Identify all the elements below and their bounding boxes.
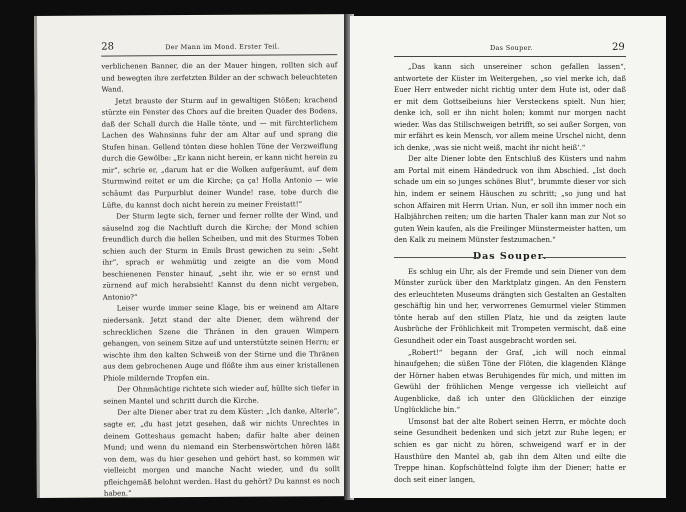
header-rule-right — [394, 56, 626, 57]
paragraph: Leiser wurde immer seine Klage, bis er weinend am Altare niedersank. Jetzt stand der alte Diener, dem während der schrecklichen Szene die Thränen in den grauen Wimpern gehangen, von seinem Sitze auf und unterstützte seinen Herrn; er wischte ihm den kalten Schweiß von der Stirne und die Thränen aus dem gebrochenen Auge und flößte ihm aus einer kristallenen Phiole mildernde Tropfen ein. — [102, 303, 340, 383]
paragraph: „Robert!“ begann der Graf, „ich will noch einmal hinaufgehen; die süßen Töne der Flöten, die klagenden Klänge der Hörner haben etwas Beruhigendes für mich, und mitten im Gewühl der fröhlichen Menge vergesse ich vielleicht auf Augenblicke, daß ich unter den Glücklichen der einzige Unglückliche bin.“ — [394, 348, 626, 415]
paragraph: „Das kann sich unsereiner schon gefallen lassen“, antwortete der Küster im Weitergehen, „so viel merke ich, daß Euer Herr entweder nicht richtig unter dem Hute ist, oder daß er mit dem Gottseibeiuns hier Versteckens spielt. Nun hier, denke ich, soll er ihn nicht holen; kommt nur morgen nacht wieder. Was das Stillschweigen betrifft, so sei außer Sorgen, von mir erfährt es kein Mensch, vor allem meine Urschel nicht, denn ich denke, ‚was sie nicht weiß, macht ihr nicht heiß‘.“ — [394, 63, 626, 152]
section-heading: Das Souper. — [394, 249, 626, 265]
paragraph: Es schlug ein Uhr, als der Fremde und sein Diener von dem Münster zurück über den Marktplatz gingen. An den Fenstern des erleuchteten Museums drängten sich Gestalten an Gestalten geschäftig hin und her, verworrenes Gemurmel vieler Stimmen tönte herab auf den stillen Platz, hie und da zeigten laute Ausbrüche der Fröhlichkeit mit Trompeten vermischt, daß eine Gesundheit oder ein Toast ausgebracht worden sei. — [394, 267, 626, 346]
paragraph: Der alte Diener lobte den Entschluß des Küsters und nahm am Portal mit einem Händedruck von ihm Abschied. „Ist doch schade um ein so junges schönes Blut“, brummte dieser vor sich hin, indem er seinem Häuschen zu schritt; „so jung und hat schon Affairen mit Herrn Urian. Nun, er soll ihn immer noch ein Halbjährchen reiten; um die harten Thaler kann man zur Not so guten Wein kaufen, als die Freilinger Münstermeister hatten, um den Kalk zu meinem Münster festzumachen.“ — [394, 155, 626, 245]
paragraph: Der Ohnmächtige richtete sich wieder auf, hüllte sich tiefer in seinen Mantel und schritt durch die Kirche. — [103, 384, 340, 406]
paragraph: Umsonst bat der alte Robert seinen Herrn, er möchte doch seine Gesundheit bedenken und sich jetzt zur Ruhe legen; er schien es gar nicht zu hören, schweigend warf er in der Hausthüre den Mantel ab, gab ihn dem Alten und eilte die Treppe hinan. Kopfschüttelnd folgte ihm der Diener; hatte er doch seit einer langen, — [394, 417, 626, 484]
page-number-left: 28 — [101, 41, 114, 53]
right-body-text — [394, 62, 626, 486]
left-page — [34, 14, 350, 498]
running-head-right: Das Souper. — [490, 44, 533, 52]
right-page — [350, 16, 666, 498]
header-rule-left — [101, 54, 337, 56]
paragraph: Jetzt brauste der Sturm auf in gewaltigen Stößen; krachend stürzte ein Fenster des Chors auf die breiten Quader des Bodens, daß der Schall durch die Halle tönte, und — mit fürchterlichem Lachen des Wahnsinns fuhr der am Altar auf und sprang die Stufen hinan. Gellend tönten diese hohlen Töne der Verzweiflung durch die Gewölbe: „Er kann nicht herein, er kann nicht herein zu mir“, schrie er, „darum hat er die Wolken aufgeräumt, auf dem Sturmwind reitet er um die Kirche; ça ça! Holla Antonio — wie schäumt das Purpurblut deiner Wunde! rase, tobe durch die Lüfte, du kannst doch nicht herein zu meiner Freistatt!“ — [101, 95, 339, 210]
paragraph: verblichenen Banner, die an der Mauer hingen, rollten sich auf und bewegten ihre zerfetzten Bilder an der schwach beleuchteten Wand. — [101, 61, 338, 94]
page-number-right: 29 — [612, 42, 625, 53]
paragraph: Der Sturm legte sich, ferner und ferner rollte der Wind, und säuselnd zog die Nachtluft durch die Kirche; der Mond schien freundlich durch die hellen Scheiben, und mit des Sturmes Toben schien auch der Sturm in Emils Brust gewichen zu sein: „Seht ihr“, sprach er wehmütig und zeigte an die vom Mond beschienenen Fenster hinauf, „seht ihr, wie er so ernst und zürnend auf mich herabsieht! Kannst du denn nicht vergeben, Antonio?“ — [102, 211, 339, 302]
left-body-text — [101, 60, 340, 498]
running-head-left: Der Mann im Mond. Erster Teil. — [165, 42, 280, 52]
paragraph: Der alte Diener aber trat zu dem Küster: „Ich danke, Alterle“, sagte er, „du hast jetzt gesehen, daß wir nichts Unrechtes in deinem Gotteshaus gemacht haben; dafür halte aber deinen Mund; und wenn du niemand ein Sterbenswörtchen hören läßt von dem, was du hier gesehen und gehört hast, so kommen wir vielleicht morgen und manche Nacht wieder, und du sollt pfleichgemäß belohnt werden. Hast du gehört? Du kannst es noch haben.“ — [103, 407, 340, 498]
